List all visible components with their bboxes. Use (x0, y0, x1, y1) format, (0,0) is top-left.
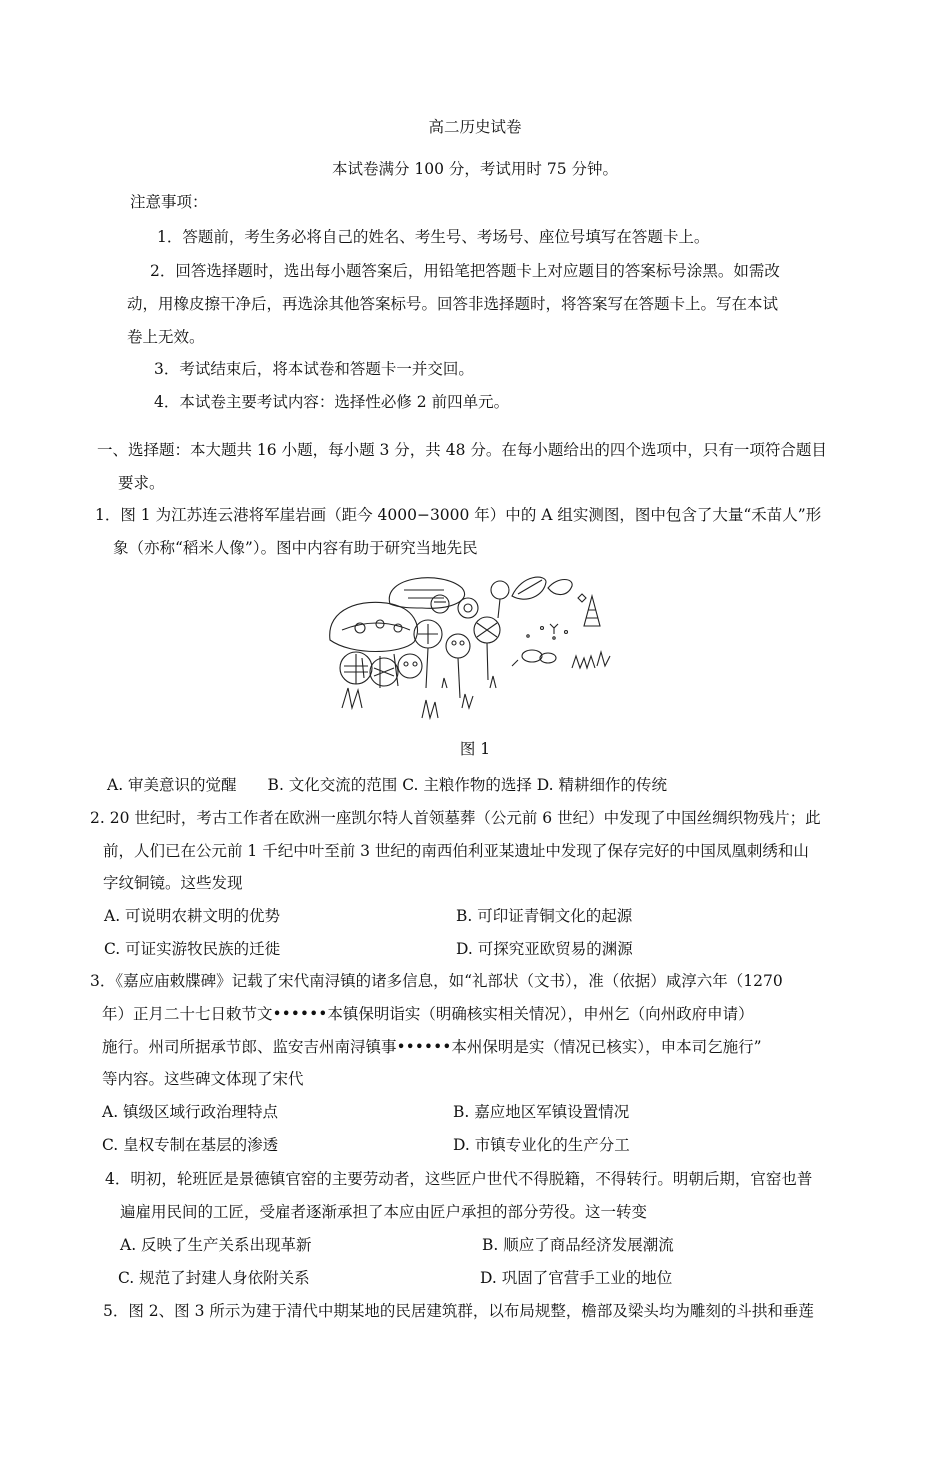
q2-option-b: B. 可印证青铜文化的起源 (456, 907, 633, 925)
q4-option-a: A. 反映了生产关系出现革新 (120, 1236, 312, 1254)
q3-stem-line3: 施行。州司所据承节郎、监安吉州南浔镇事••••••本州保明是实（情况已核实），申本司乞施行” (102, 1038, 762, 1056)
q4-option-b: B. 顺应了商品经济发展潮流 (482, 1236, 674, 1254)
q2-stem-line1: 2. 20 世纪时，考古工作者在欧洲一座凯尔特人首领墓葬（公元前 6 世纪）中发现了中国丝绸织物残片；此 (90, 809, 821, 827)
exam-info: 本试卷满分 100 分，考试用时 75 分钟。 (331, 160, 619, 178)
q3-stem-line1: 3．《嘉应庙敕牒碑》记载了宋代南浔镇的诸多信息，如“礼部状（文书），准（依据）咸淳六年（1270 (90, 972, 783, 990)
notice-2-line3: 卷上无效。 (127, 328, 205, 346)
notice-2-line2: 动，用橡皮擦干净后，再选涂其他答案标号。回答非选择题时，将答案写在答题卡上。写在本试 (127, 295, 779, 313)
notice-4: 4．本试卷主要考试内容：选择性必修 2 前四单元。 (154, 393, 510, 411)
figure-caption: 图 1 (459, 740, 491, 758)
q2-stem-line2: 前，人们已在公元前 1 千纪中叶至前 3 世纪的南西伯利亚某遗址中发现了保存完好的中国凤凰刺绣和山 (103, 842, 809, 860)
q3-option-c: C. 皇权专制在基层的渗透 (102, 1136, 279, 1154)
q4-option-c: C. 规范了封建人身依附关系 (118, 1269, 310, 1287)
notice-1: 1．答题前，考生务必将自己的姓名、考生号、考场号、座位号填写在答题卡上。 (157, 228, 710, 246)
q2-stem-line3: 字纹铜镜。这些发现 (103, 874, 243, 892)
q4-stem-line2: 遍雇用民间的工匠，受雇者逐渐承担了本应由匠户承担的部分劳役。这一转变 (120, 1203, 648, 1221)
notice-label: 注意事项： (130, 193, 208, 211)
q2-option-a: A. 可说明农耕文明的优势 (104, 907, 281, 925)
q4-option-d: D. 巩固了官营手工业的地位 (480, 1269, 673, 1287)
rock-painting-figure (322, 568, 632, 734)
page-title: 高二历史试卷 (428, 118, 522, 136)
notice-2-line1: 2．回答选择题时，选出每小题答案后，用铅笔把答题卡上对应题目的答案标号涂黑。如需改 (150, 262, 780, 280)
q1-stem-line1: 1．图 1 为江苏连云港将军崖岩画（距今 4000−3000 年）中的 A 组实测图，图中包含了大量“禾苗人”形 (95, 506, 822, 524)
q5-stem-line1: 5．图 2、图 3 所示为建于清代中期某地的民居建筑群，以布局规整，檐部及梁头均为雕刻的斗拱和垂莲 (103, 1302, 814, 1320)
q4-stem-line1: 4．明初，轮班匠是景德镇官窑的主要劳动者，这些匠户世代不得脱籍，不得转行。明朝后期，官窑也普 (105, 1170, 813, 1188)
q2-option-c: C. 可证实游牧民族的迁徙 (104, 940, 281, 958)
q1-options: A. 审美意识的觉醒 B. 文化交流的范围 C. 主粮作物的选择 D. 精耕细作的传统 (107, 776, 668, 794)
q3-option-a: A. 镇级区域行政治理特点 (102, 1103, 279, 1121)
q3-option-d: D. 市镇专业化的生产分工 (453, 1136, 630, 1154)
q3-stem-line4: 等内容。这些碑文体现了宋代 (102, 1070, 304, 1088)
notice-3: 3．考试结束后，将本试卷和答题卡一并交回。 (154, 360, 474, 378)
q3-option-b: B. 嘉应地区军镇设置情况 (453, 1103, 630, 1121)
section-heading: 一、选择题：本大题共 16 小题，每小题 3 分，共 48 分。在每小题给出的四个选项中，只有一项符合题目 (97, 441, 827, 459)
q2-option-d: D. 可探究亚欧贸易的渊源 (456, 940, 633, 958)
section-heading-cont: 要求。 (118, 474, 165, 492)
q1-stem-line2: 象（亦称“稻米人像”）。图中内容有助于研究当地先民 (113, 539, 478, 557)
q3-stem-line2: 年）正月二十七日敕节文••••••本镇保明诣实（明确核实相关情况），申州乞（向州政府申请） (102, 1005, 754, 1023)
